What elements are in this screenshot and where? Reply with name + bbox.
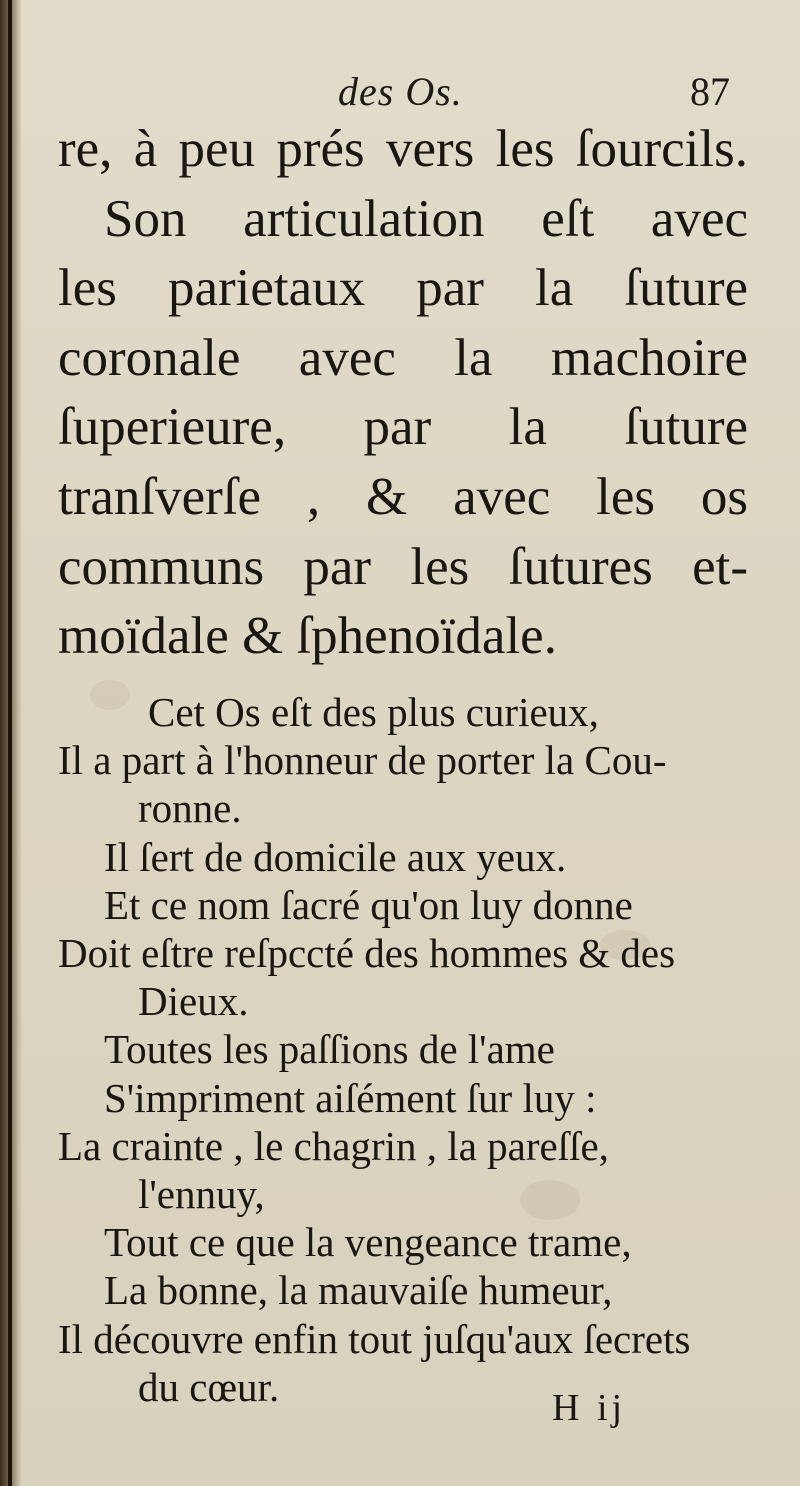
- page-number: 87: [690, 69, 730, 114]
- prose-line: ſuperieure, par la ſuture: [58, 398, 748, 457]
- prose-line: coronale avec la machoire: [58, 328, 748, 387]
- verse-line: La crainte , le chagrin , la pareſſe,: [58, 1122, 609, 1169]
- signature-mark: H ij: [552, 1387, 627, 1429]
- verse-line: Il découvre enfin tout juſqu'aux ſecrets: [58, 1315, 691, 1362]
- verse-line: Il a part à l'honneur de porter la Cou-: [58, 737, 667, 784]
- running-head-title: des Os.: [338, 69, 463, 114]
- prose-line: Son articulation eſt avec: [104, 189, 748, 248]
- prose-line: les parietaux par la ſuture: [58, 259, 748, 318]
- prose-line: moïdale & ſphenoïdale.: [58, 607, 557, 666]
- verse-line: l'ennuy,: [138, 1171, 265, 1218]
- verse-line: du cœur.: [138, 1363, 280, 1410]
- verse-line: Tout ce que la vengeance trame,: [104, 1219, 632, 1266]
- verse-line: ronne.: [138, 785, 242, 832]
- verse-line: La bonne, la mauvaiſe humeur,: [104, 1267, 613, 1314]
- verse-line: Et ce nom ſacré qu'on luy donne: [104, 881, 633, 928]
- verse-line: Toutes les paſſions de l'ame: [104, 1026, 555, 1073]
- prose-line: tranſverſe , & avec les os: [58, 467, 748, 526]
- verse-line: Doit eſtre reſpccté des hommes & des: [58, 930, 676, 977]
- prose-line: re, à peu prés vers les ſourcils.: [58, 120, 748, 178]
- verse-line: Cet Os eſt des plus curieux,: [148, 689, 599, 735]
- verse-poem: [58, 688, 748, 1411]
- verse-line: Dieux.: [138, 978, 249, 1025]
- verse-line: Il ſert de domicile aux yeux.: [104, 833, 567, 880]
- prose-paragraph: [58, 115, 748, 672]
- prose-line: communs par les ſutures et-: [58, 537, 748, 596]
- verse-line: S'impriment aiſément ſur luy :: [104, 1074, 597, 1121]
- page-spine-edge: [8, 0, 12, 1486]
